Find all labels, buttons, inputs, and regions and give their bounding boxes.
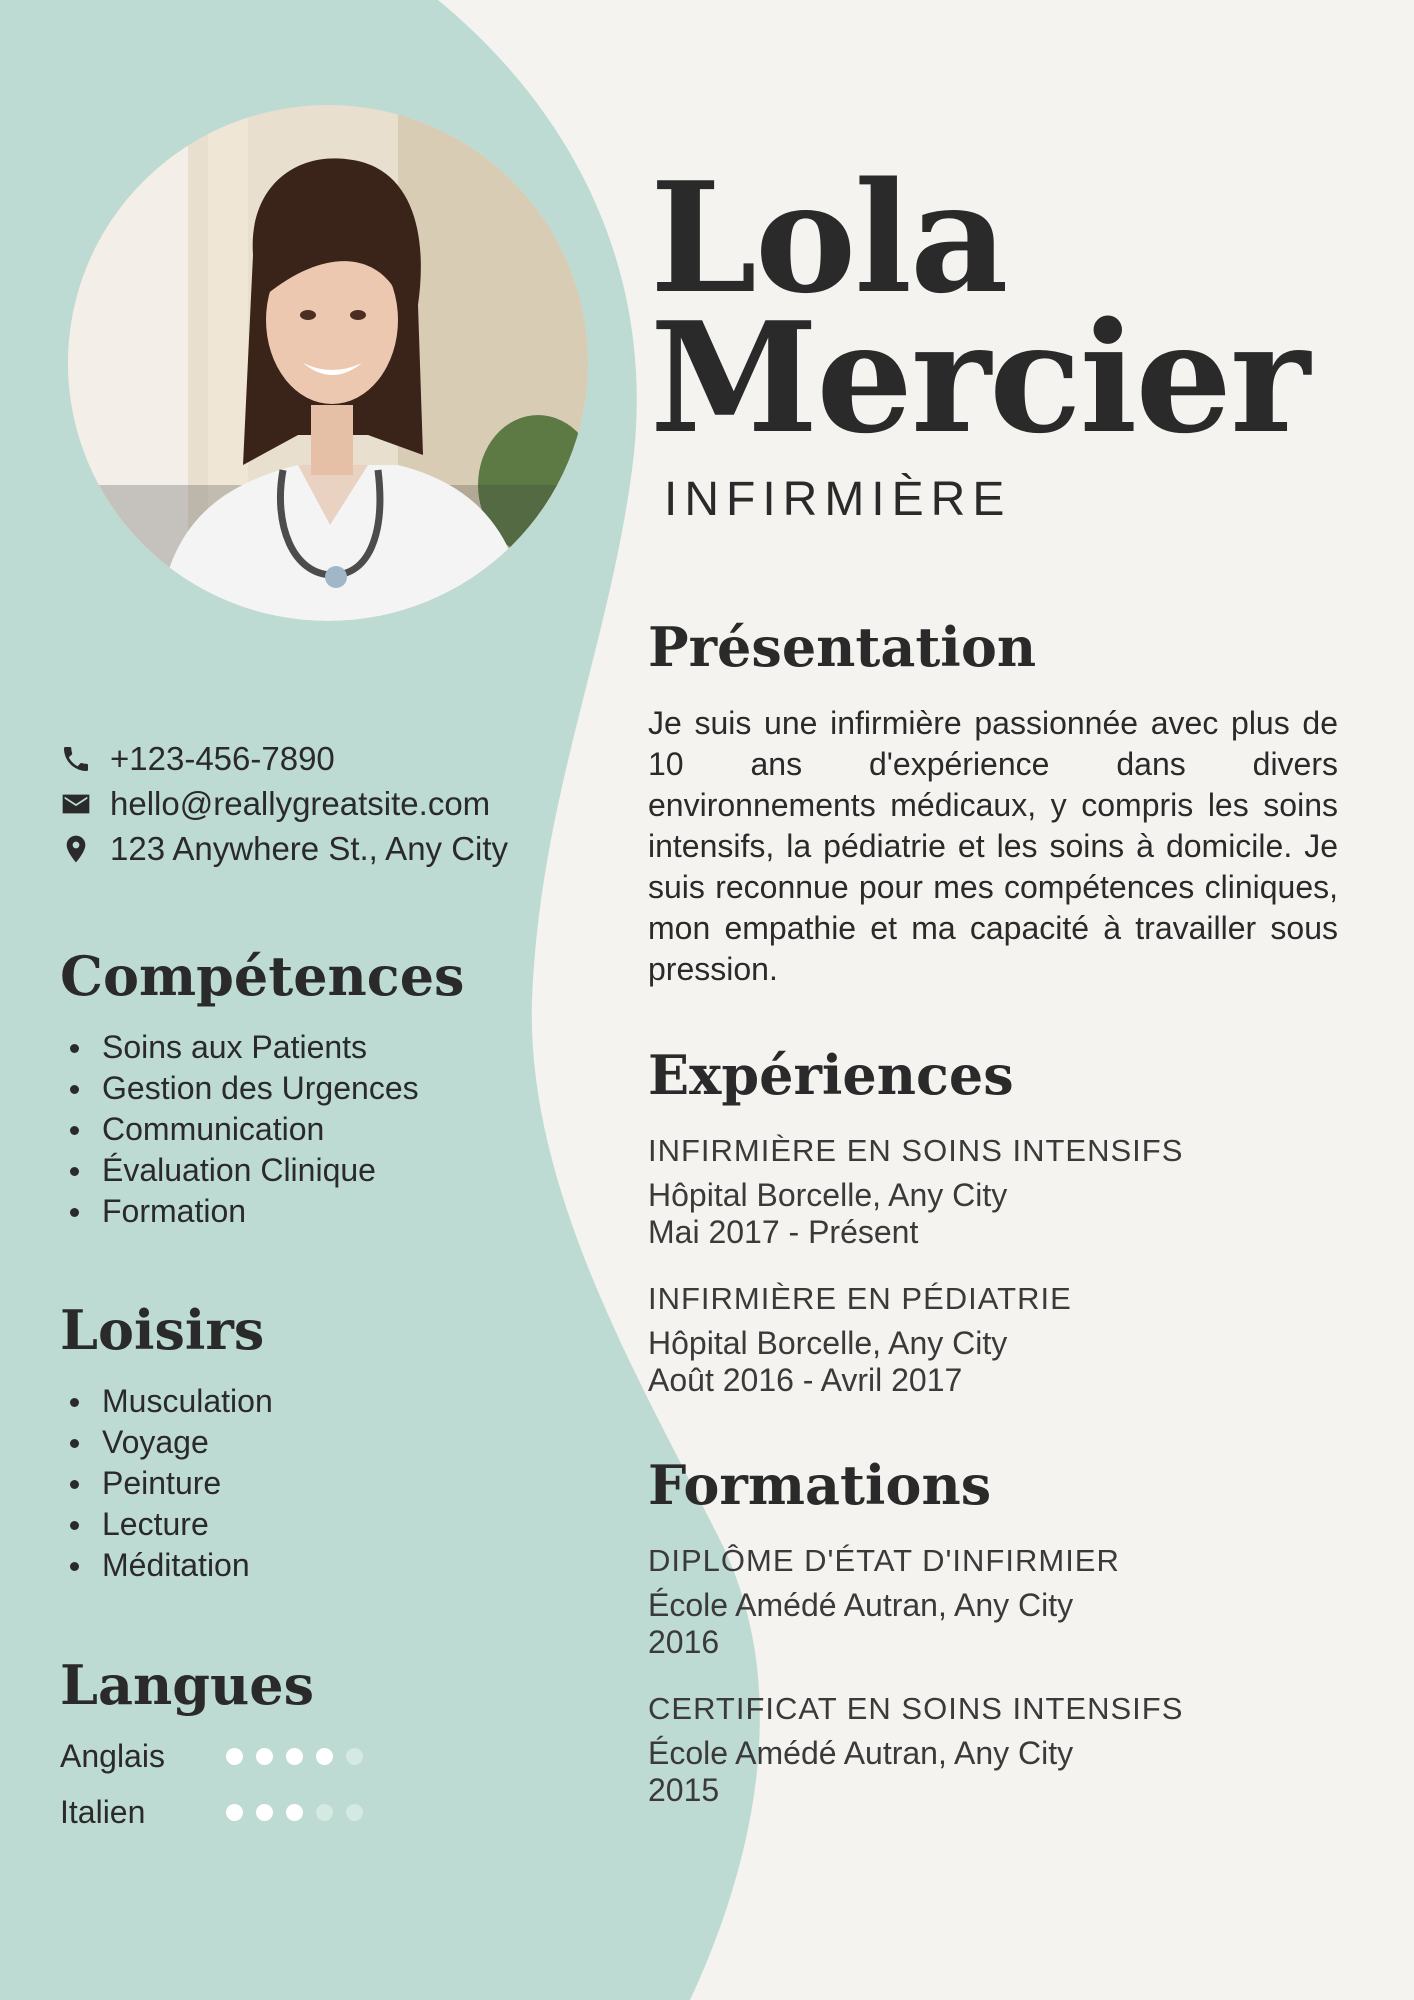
hobbies-list (60, 1381, 273, 1586)
skills-list (60, 1027, 419, 1232)
list-item: Musculation (60, 1381, 273, 1422)
job-title: INFIRMIÈRE (664, 473, 1012, 526)
level-dot-filled (316, 1748, 333, 1765)
name-block (650, 148, 1309, 467)
level-dot-filled (226, 1804, 243, 1821)
formation-school: École Amédé Autran, Any City (648, 1735, 1074, 1771)
contact-phone (58, 736, 508, 781)
language-name: Italien (60, 1793, 146, 1830)
formation-entry (648, 1691, 1183, 1809)
list-item: Lecture (60, 1504, 273, 1545)
email-icon (58, 786, 94, 822)
experience-entry (648, 1281, 1072, 1399)
experience-period: Mai 2017 - Présent (648, 1214, 919, 1250)
phone-icon (58, 741, 94, 777)
formation-entry (648, 1543, 1120, 1661)
address-text: 123 Anywhere St., Any City (110, 829, 509, 867)
language-level (226, 1748, 363, 1765)
level-dot-empty (346, 1804, 363, 1821)
language-row (60, 1728, 363, 1784)
list-item: Communication (60, 1109, 419, 1150)
formation-degree: CERTIFICAT EN SOINS INTENSIFS (648, 1691, 1184, 1726)
experience-place: Hôpital Borcelle, Any City (648, 1325, 1008, 1361)
languages-list (60, 1728, 363, 1840)
location-pin-icon (58, 831, 94, 867)
last-name: Mercier (650, 288, 1309, 467)
level-dot-filled (256, 1804, 273, 1821)
list-item: Formation (60, 1191, 419, 1232)
phone-number: +123-456-7890 (110, 739, 335, 777)
list-item: Gestion des Urgences (60, 1068, 419, 1109)
language-level (226, 1804, 363, 1821)
formations-title: Formations (648, 1453, 992, 1517)
experience-place: Hôpital Borcelle, Any City (648, 1177, 1008, 1213)
formation-degree: DIPLÔME D'ÉTAT D'INFIRMIER (648, 1543, 1120, 1578)
formation-year: 2016 (648, 1624, 720, 1660)
level-dot-filled (286, 1804, 303, 1821)
experiences-title: Expériences (648, 1043, 1014, 1107)
level-dot-filled (226, 1748, 243, 1765)
hobbies-title: Loisirs (60, 1298, 265, 1362)
list-item: Méditation (60, 1545, 273, 1586)
list-item: Voyage (60, 1422, 273, 1463)
level-dot-filled (256, 1748, 273, 1765)
contact-email (58, 781, 508, 826)
presentation-title: Présentation (648, 615, 1037, 679)
formation-school: École Amédé Autran, Any City (648, 1587, 1074, 1623)
level-dot-empty (346, 1748, 363, 1765)
experience-entry (648, 1133, 1183, 1251)
list-item: Évaluation Clinique (60, 1150, 419, 1191)
experience-role: INFIRMIÈRE EN PÉDIATRIE (648, 1281, 1072, 1316)
profile-photo (68, 105, 588, 621)
contact-address (58, 826, 508, 871)
contact-info (58, 736, 508, 871)
experience-period: Août 2016 - Avril 2017 (648, 1362, 963, 1398)
skills-title: Compétences (60, 944, 465, 1008)
presentation-text: Je suis une infirmière passionnée avec plus de 10 ans d'expérience dans divers environnements médicaux, y compris les soins intensifs, la pédiatrie et les soins à domicile. Je suis reconnue pour mes compétences cliniques, mon empathie et ma capacité à travailler sous pression. (648, 705, 1338, 987)
language-row (60, 1784, 363, 1840)
email-address: hello@reallygreatsite.com (110, 784, 491, 822)
level-dot-filled (286, 1748, 303, 1765)
formation-year: 2015 (648, 1772, 720, 1808)
languages-title: Langues (60, 1653, 314, 1717)
list-item: Soins aux Patients (60, 1027, 419, 1068)
language-name: Anglais (60, 1737, 165, 1774)
level-dot-empty (316, 1804, 333, 1821)
list-item: Peinture (60, 1463, 273, 1504)
experience-role: INFIRMIÈRE EN SOINS INTENSIFS (648, 1133, 1184, 1168)
first-name: Lola (650, 148, 1007, 327)
